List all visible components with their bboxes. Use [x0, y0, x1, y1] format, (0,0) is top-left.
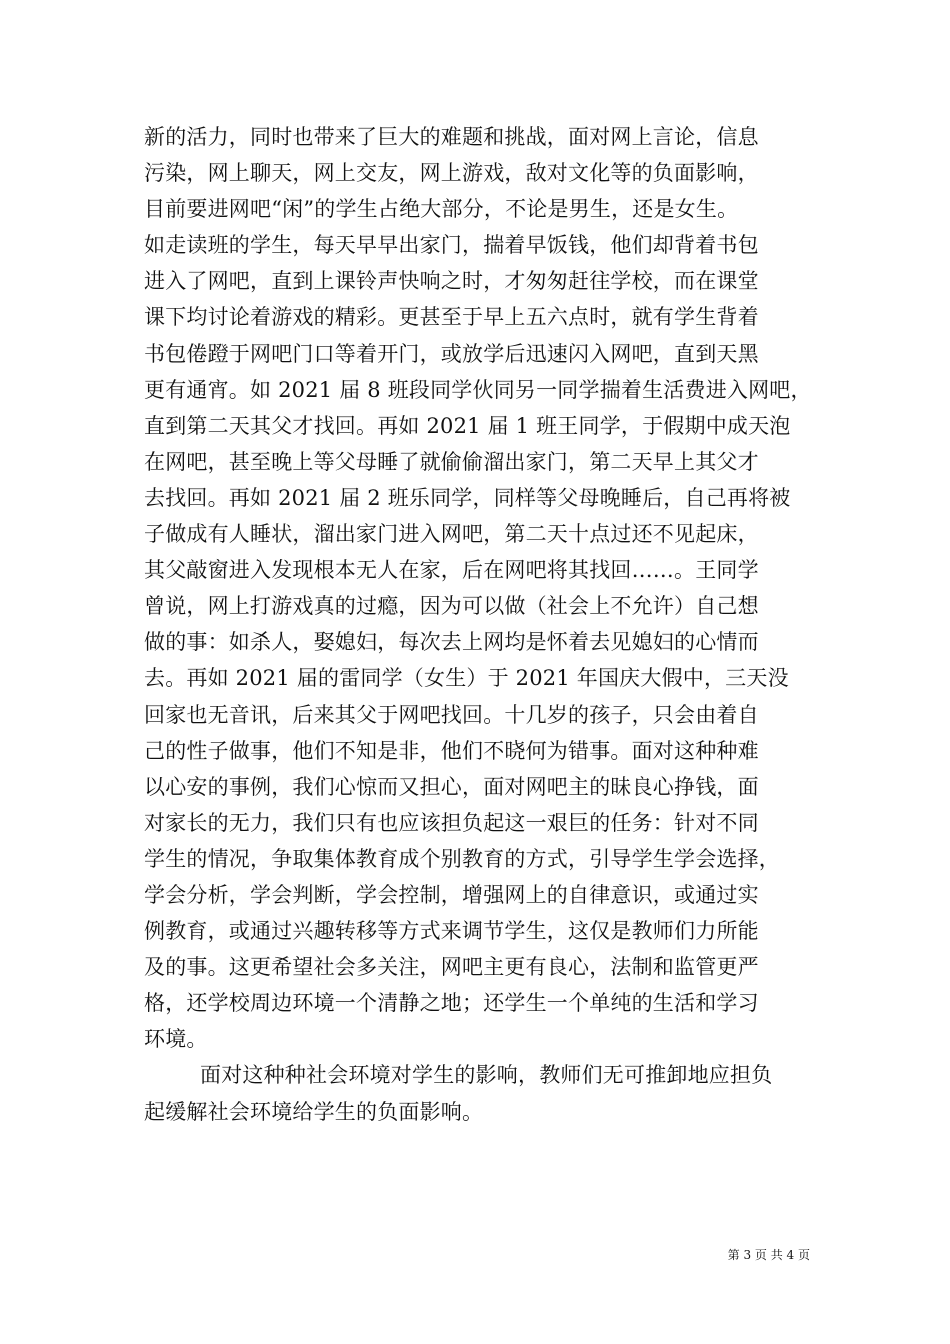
- text-line: 课下均讨论着游戏的精彩。更甚至于早上五六点时，就有学生背着: [144, 305, 759, 330]
- text-line: 回家也无音讯，后来其父于网吧找回。十几岁的孩子，只会由着自: [144, 702, 759, 727]
- text-line: 在网吧，甚至晚上等父母睡了就偷偷溜出家门，第二天早上其父才: [144, 449, 759, 474]
- text-line: 起缓解社会环境给学生的负面影响。: [144, 1099, 484, 1124]
- text-line: 新的活力，同时也带来了巨大的难题和挑战，面对网上言论，信息: [144, 125, 759, 149]
- text-line: 去。再如 2021 届的雷同学（女生）于 2021 年国庆大假中，三天没: [144, 666, 789, 691]
- text-line: 其父敲窗进入发现根本无人在家，后在网吧将其找回……。王同学: [144, 558, 759, 583]
- text-line: 书包倦蹬于网吧门口等着开门，或放学后迅速闪入网吧，直到天黑: [144, 341, 759, 366]
- text-line: 做的事：如杀人，娶媳妇，每次去上网均是怀着去见媳妇的心情而: [144, 630, 759, 655]
- text-line: 子做成有人睡状，溜出家门进入网吧，第二天十点过还不见起床，: [144, 522, 759, 547]
- text-line: 目前要进网吧“闲”的学生占绝大部分，不论是男生，还是女生。: [144, 197, 739, 222]
- text-line: 曾说，网上打游戏真的过瘾，因为可以做（社会上不允许）自己想: [144, 594, 759, 619]
- page-number-footer: 第 3 页 共 4 页: [727, 1248, 810, 1262]
- text-line: 以心安的事例，我们心惊而又担心，面对网吧主的昧良心挣钱，面: [144, 774, 759, 799]
- text-line: 去找回。再如 2021 届 2 班乐同学，同样等父母晚睡后，自己再将被: [144, 485, 791, 510]
- text-line: 如走读班的学生，每天早早出家门，揣着早饭钱，他们却背着书包: [144, 233, 759, 258]
- text-line: 直到第二天其父才找回。再如 2021 届 1 班王同学，于假期中成天泡: [144, 413, 791, 438]
- text-line: 更有通宵。如 2021 届 8 班段同学伙同另一同学揣着生活费进入网吧，: [144, 377, 812, 402]
- text-line: 格，还学校周边环境一个清静之地；还学生一个单纯的生活和学习: [144, 991, 759, 1016]
- text-line: 例教育，或通过兴趣转移等方式来调节学生，这仅是教师们力所能: [144, 919, 759, 944]
- text-line: 污染，网上聊天，网上交友，网上游戏，敌对文化等的负面影响，: [144, 161, 759, 186]
- body-text: [144, 119, 824, 1130]
- text-line: 对家长的无力，我们只有也应该担负起这一艰巨的任务：针对不同: [144, 810, 759, 835]
- text-line: 学会分析，学会判断，学会控制，增强网上的自律意识，或通过实: [144, 882, 759, 907]
- text-line: 进入了网吧，直到上课铃声快响之时，才匆匆赶往学校，而在课堂: [144, 269, 759, 294]
- text-line: 己的性子做事，他们不知是非，他们不晓何为错事。面对这种种难: [144, 738, 759, 763]
- text-line: 环境。: [144, 1027, 208, 1052]
- text-line: 及的事。这更希望社会多关注，网吧主更有良心，法制和监管更严: [144, 955, 759, 980]
- paragraph-first-line: 面对这种种社会环境对学生的影响，教师们无可推卸地应担负: [200, 1063, 773, 1088]
- text-line: 学生的情况，争取集体教育成个别教育的方式，引导学生学会选择，: [144, 846, 780, 871]
